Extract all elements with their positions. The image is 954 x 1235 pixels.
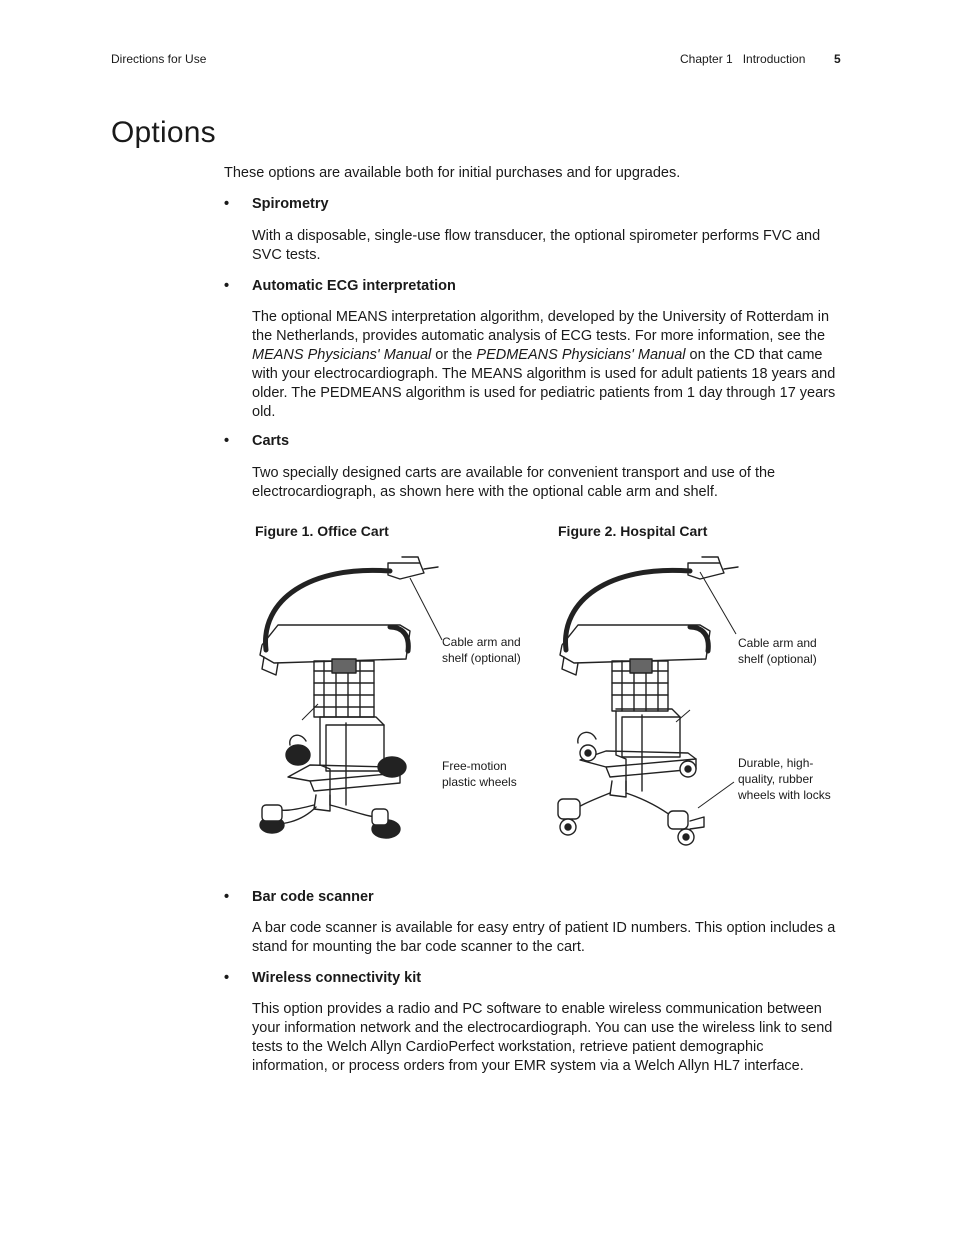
option-bar-code-scanner [224, 888, 844, 958]
option-description: This option provides a radio and PC software to enable wireless communication between your information network and the electrocardiograph. You can use the wireless link to send tests to the Welch Allyn CardioPerfect workstation, retrieve patient demographic information, or process orders from your EMR system via a Welch Allyn HL7 interface. [252, 1001, 833, 1074]
callout-line: quality, rubber [738, 772, 814, 786]
bullet: • [224, 970, 230, 986]
option-description: With a disposable, single-use flow transducer, the optional spirometer performs FVC and SVC tests. [252, 228, 821, 263]
callout-line: shelf (optional) [738, 652, 817, 666]
figure-1-caption: Figure 1. Office Cart [255, 523, 389, 539]
option-description: A bar code scanner is available for easy entry of patient ID numbers. This option includes a stand for mounting the bar code scanner to the cart. [252, 920, 836, 955]
option-name: Bar code scanner [252, 889, 374, 905]
option-description [252, 308, 842, 422]
option-wireless-kit [224, 969, 844, 1099]
figure-1-leader-lines-lower [300, 700, 320, 730]
page-title: Options [111, 116, 216, 149]
description-text: or the [431, 347, 477, 363]
figure-1-callout-cable-arm [442, 634, 521, 666]
callout-line: wheels with locks [738, 788, 831, 802]
option-name: Carts [252, 433, 290, 449]
running-header-chapter: Chapter 1 Introduction [680, 52, 806, 66]
option-spirometry [224, 195, 844, 265]
option-name: Automatic ECG interpretation [252, 278, 456, 294]
running-header-title: Directions for Use [111, 52, 207, 66]
figure-2-callout-wheels [738, 755, 831, 803]
callout-line: Cable arm and [442, 635, 521, 649]
option-name: Spirometry [252, 196, 329, 212]
bullet: • [224, 196, 230, 212]
bullet: • [224, 889, 230, 905]
manual-reference: MEANS Physicians' Manual [252, 347, 432, 363]
callout-line: Free-motion [442, 759, 507, 773]
option-ecg-interpretation [224, 277, 844, 422]
callout-line: Cable arm and [738, 636, 817, 650]
callout-line: shelf (optional) [442, 651, 521, 665]
option-description: Two specially designed carts are available for convenient transport and use of the electrocardiograph, as shown here with the optional cable arm and shelf. [252, 465, 776, 500]
figure-2-callout-cable-arm [738, 635, 817, 667]
manual-reference: PEDMEANS Physicians' Manual [476, 347, 686, 363]
description-text: on the CD that came with your electrocardiograph. The MEANS algorithm is used for adult patients 18 years and older. The PEDMEANS algorithm is used for pediatric patients from 1 day through 17 years old. [252, 347, 836, 420]
option-name: Wireless connectivity kit [252, 970, 422, 986]
figure-1-leader-lines [300, 570, 450, 840]
bullet: • [224, 433, 230, 449]
figure-1-callout-wheels [442, 758, 517, 790]
callout-line: plastic wheels [442, 775, 517, 789]
intro-paragraph: These options are available both for initial purchases and for upgrades. [224, 165, 681, 181]
figure-2-leader-lines [600, 560, 750, 820]
page-number: 5 [834, 52, 841, 66]
description-text: The optional MEANS interpretation algorithm, developed by the University of Rotterdam in the Netherlands, provides automatic analysis of ECG tests. For more information, see the [252, 309, 830, 344]
bullet: • [224, 278, 230, 294]
figure-2-caption: Figure 2. Hospital Cart [558, 523, 708, 539]
callout-line: Durable, high- [738, 756, 814, 770]
option-carts [224, 432, 844, 502]
